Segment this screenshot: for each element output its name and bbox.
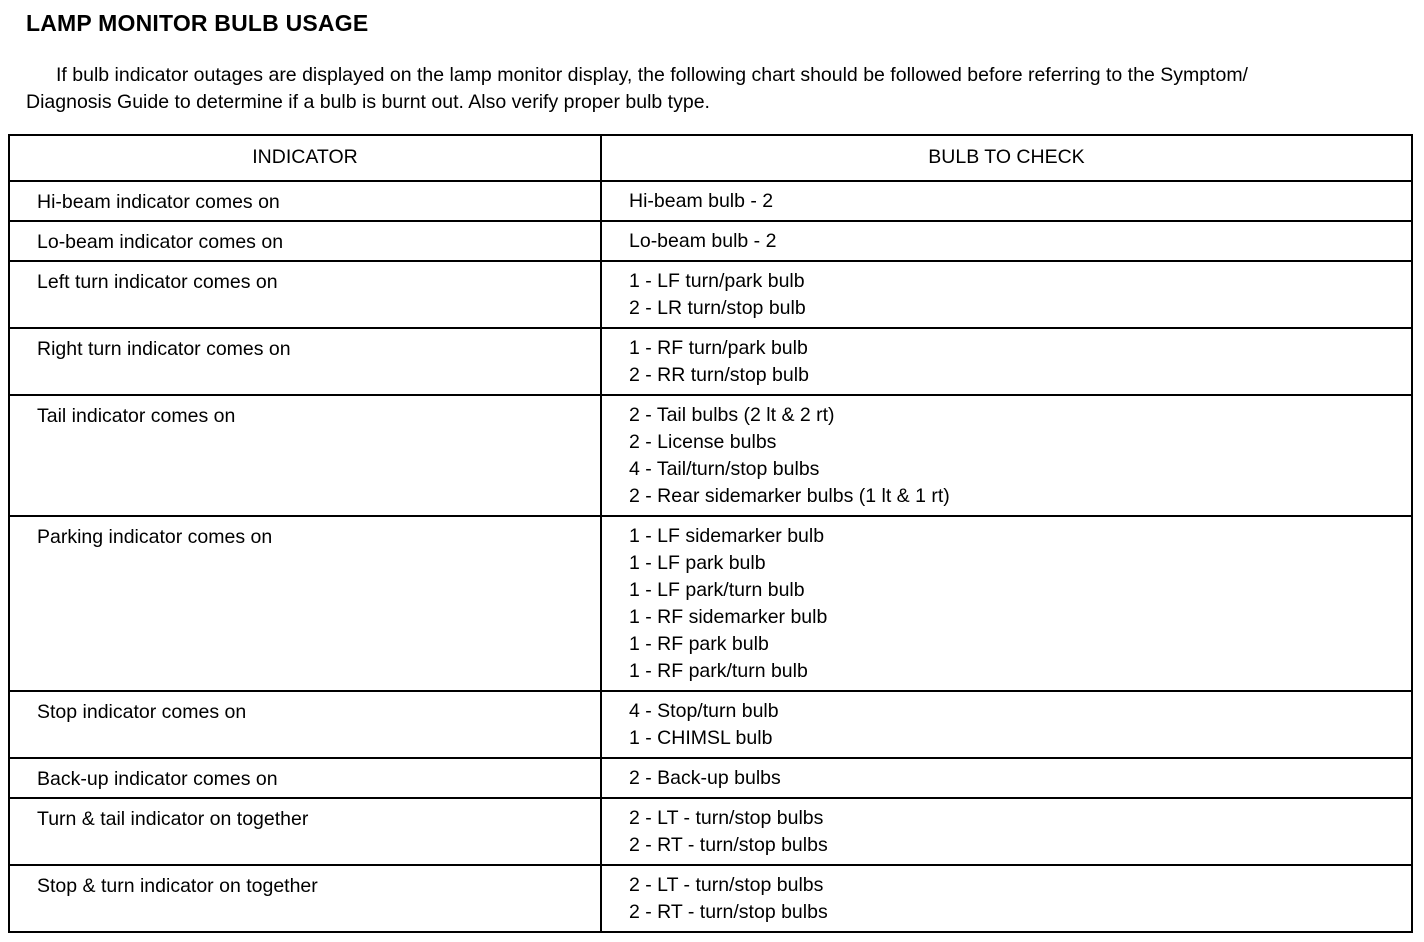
bulb-to-check-cell — [601, 181, 1412, 221]
indicator-cell: Back-up indicator comes on — [9, 758, 601, 798]
indicator-cell: Right turn indicator comes on — [9, 328, 601, 395]
table-row — [9, 691, 1412, 758]
bulb-item: 1 - RF park bulb — [629, 633, 769, 655]
bulb-item: 4 - Tail/turn/stop bulbs — [629, 458, 820, 480]
indicator-cell: Lo-beam indicator comes on — [9, 221, 601, 261]
indicator-cell: Left turn indicator comes on — [9, 261, 601, 328]
table-row — [9, 516, 1412, 691]
bulb-item: 1 - CHIMSL bulb — [629, 727, 773, 749]
bulb-item: 1 - RF park/turn bulb — [629, 660, 808, 682]
bulb-item: 2 - LR turn/stop bulb — [629, 297, 806, 319]
bulb-usage-table — [8, 134, 1413, 933]
bulb-to-check-cell — [601, 395, 1412, 516]
table-header-row — [9, 135, 1412, 181]
bulb-item: Hi-beam bulb - 2 — [629, 190, 774, 212]
intro-line-1: If bulb indicator outages are displayed on the lamp monitor display, the following chart should be followed before referring to the Symptom/ — [56, 64, 1248, 86]
bulb-item: 2 - RT - turn/stop bulbs — [629, 901, 828, 923]
bulb-item: 1 - LF turn/park bulb — [629, 270, 805, 292]
bulb-item: 2 - RR turn/stop bulb — [629, 364, 809, 386]
indicator-cell: Tail indicator comes on — [9, 395, 601, 516]
indicator-cell: Parking indicator comes on — [9, 516, 601, 691]
bulb-item: 2 - License bulbs — [629, 431, 777, 453]
bulb-item: 1 - RF sidemarker bulb — [629, 606, 828, 628]
intro-paragraph — [26, 62, 1406, 116]
bulb-item: 1 - LF sidemarker bulb — [629, 525, 825, 547]
bulb-to-check-cell — [601, 221, 1412, 261]
bulb-to-check-cell — [601, 798, 1412, 865]
table-row — [9, 395, 1412, 516]
bulb-item: 4 - Stop/turn bulb — [629, 700, 779, 722]
table-row — [9, 221, 1412, 261]
bulb-to-check-cell — [601, 328, 1412, 395]
table-row — [9, 758, 1412, 798]
bulb-to-check-cell — [601, 261, 1412, 328]
indicator-cell: Turn & tail indicator on together — [9, 798, 601, 865]
bulb-to-check-cell — [601, 691, 1412, 758]
bulb-item: 2 - LT - turn/stop bulbs — [629, 807, 824, 829]
bulb-to-check-cell — [601, 516, 1412, 691]
header-bulb-to-check: BULB TO CHECK — [601, 135, 1412, 181]
table-row — [9, 181, 1412, 221]
table-body — [9, 181, 1412, 932]
indicator-cell: Stop indicator comes on — [9, 691, 601, 758]
bulb-item: 2 - LT - turn/stop bulbs — [629, 874, 824, 896]
bulb-item: 2 - Rear sidemarker bulbs (1 lt & 1 rt) — [629, 485, 950, 507]
indicator-cell: Hi-beam indicator comes on — [9, 181, 601, 221]
header-indicator: INDICATOR — [9, 135, 601, 181]
table-row — [9, 865, 1412, 932]
bulb-item: 2 - RT - turn/stop bulbs — [629, 834, 828, 856]
page-title: LAMP MONITOR BULB USAGE — [26, 10, 369, 36]
bulb-to-check-cell — [601, 758, 1412, 798]
bulb-item: 2 - Back-up bulbs — [629, 767, 781, 789]
bulb-item: Lo-beam bulb - 2 — [629, 230, 777, 252]
bulb-item: 2 - Tail bulbs (2 lt & 2 rt) — [629, 404, 835, 426]
indicator-cell: Stop & turn indicator on together — [9, 865, 601, 932]
bulb-item: 1 - RF turn/park bulb — [629, 337, 808, 359]
bulb-to-check-cell — [601, 865, 1412, 932]
intro-line-2: Diagnosis Guide to determine if a bulb is burnt out. Also verify proper bulb type. — [26, 91, 710, 113]
table-row — [9, 798, 1412, 865]
table-row — [9, 261, 1412, 328]
bulb-item: 1 - LF park/turn bulb — [629, 579, 805, 601]
bulb-item: 1 - LF park bulb — [629, 552, 766, 574]
table-row — [9, 328, 1412, 395]
